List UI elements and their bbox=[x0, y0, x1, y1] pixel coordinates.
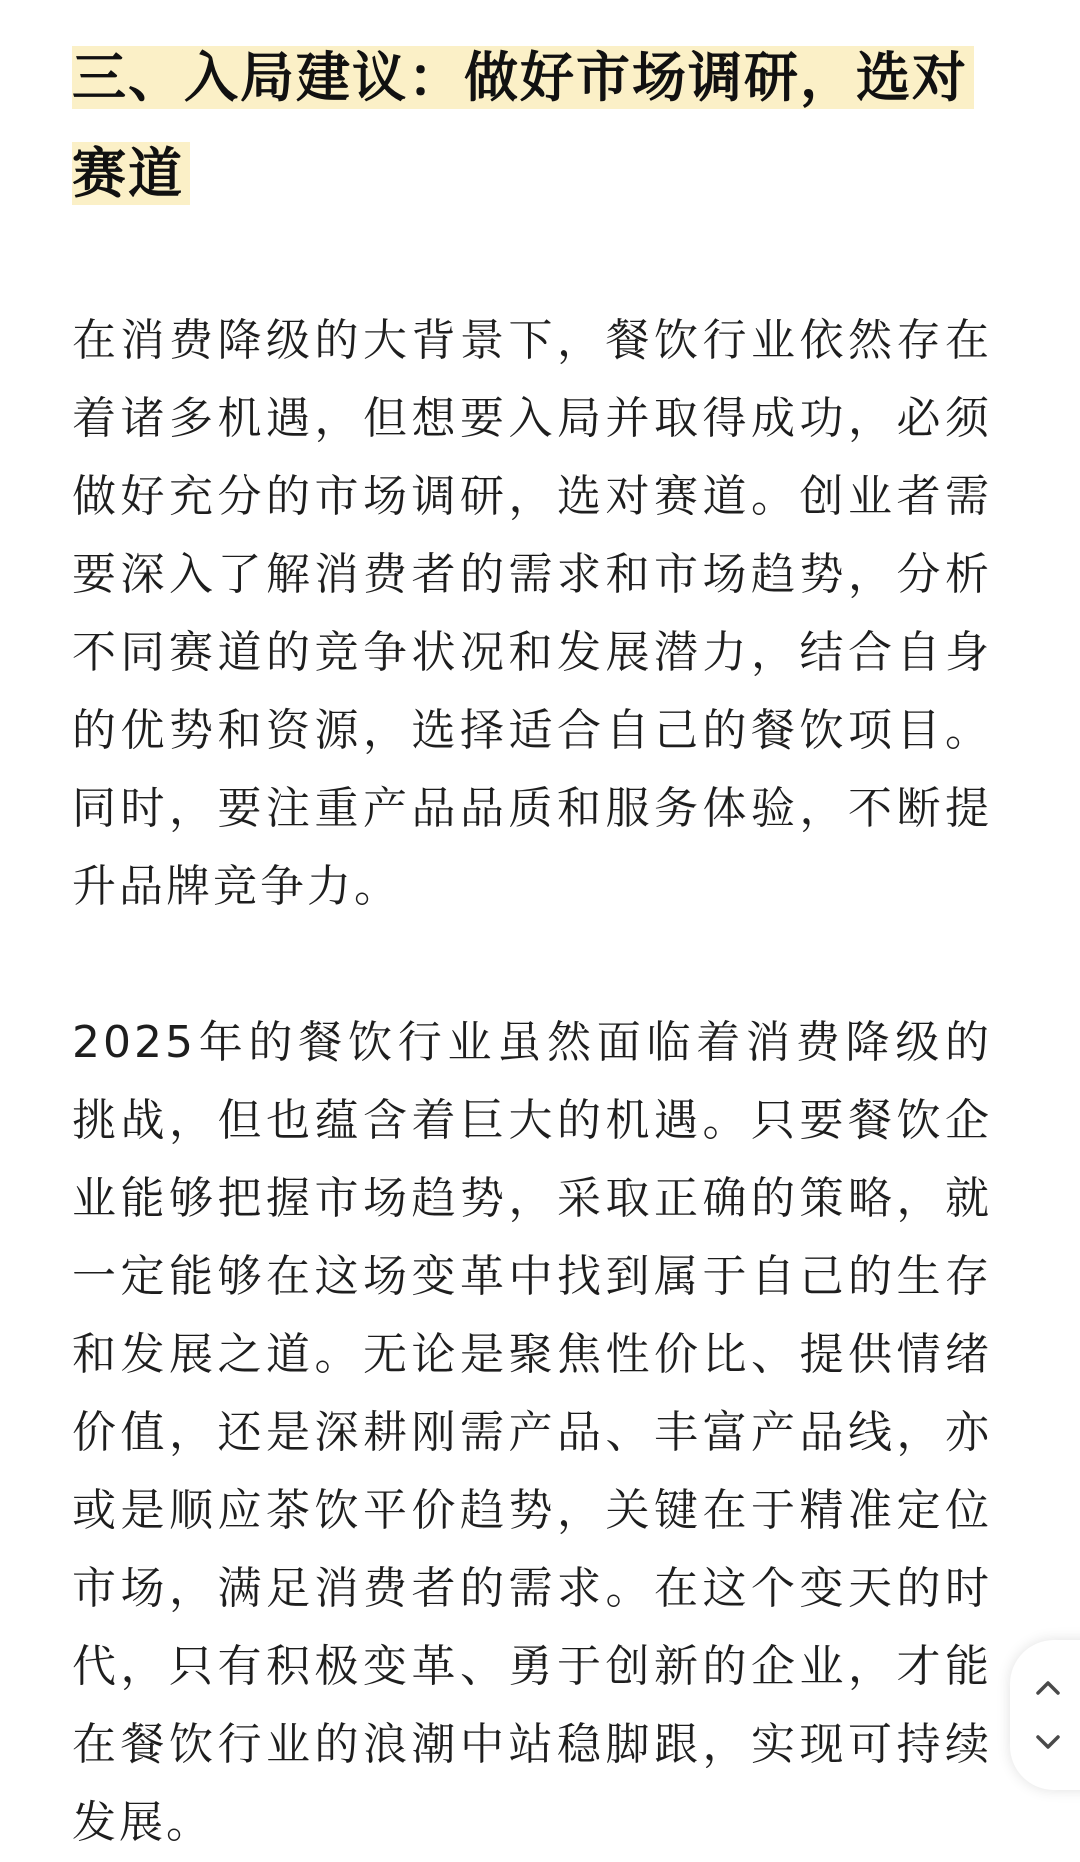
section-heading bbox=[72, 30, 1002, 222]
scroll-up-button[interactable] bbox=[1032, 1672, 1064, 1704]
paragraph-conclusion: 2025年的餐饮行业虽然面临着消费降级的挑战，但也蕴含着巨大的机遇。只要餐饮企业能够把握市场趋势，采取正确的策略，就一定能够在这场变革中找到属于自己的生存和发展之道。无论是聚焦性价比、提供情绪价值，还是深耕刚需产品、丰富产品线，亦或是顺应茶饮平价趋势，关键在于精准定位市场，满足消费者的需求。在这个变天的时代，只有积极变革、勇于创新的企业，才能在餐饮行业的浪潮中站稳脚跟，实现可持续发展。 bbox=[72, 1017, 992, 1848]
chevron-down-icon bbox=[1034, 1732, 1062, 1752]
paragraph-opportunity: 在消费降级的大背景下，餐饮行业依然存在着诸多机遇，但想要入局并取得成功，必须做好充分的市场调研，选对赛道。创业者需要深入了解消费者的需求和市场趋势，分析不同赛道的竞争状况和发展潜力，结合自身的优势和资源，选择适合自己的餐饮项目。同时，要注重产品品质和服务体验，不断提升品牌竞争力。 bbox=[72, 315, 992, 912]
scroll-navigation bbox=[1010, 1640, 1080, 1790]
chevron-up-icon bbox=[1034, 1678, 1062, 1698]
scroll-down-button[interactable] bbox=[1032, 1726, 1064, 1758]
article-body bbox=[72, 30, 1008, 1862]
heading-highlight: 三、入局建议：做好市场调研，选对赛道 bbox=[72, 46, 974, 205]
